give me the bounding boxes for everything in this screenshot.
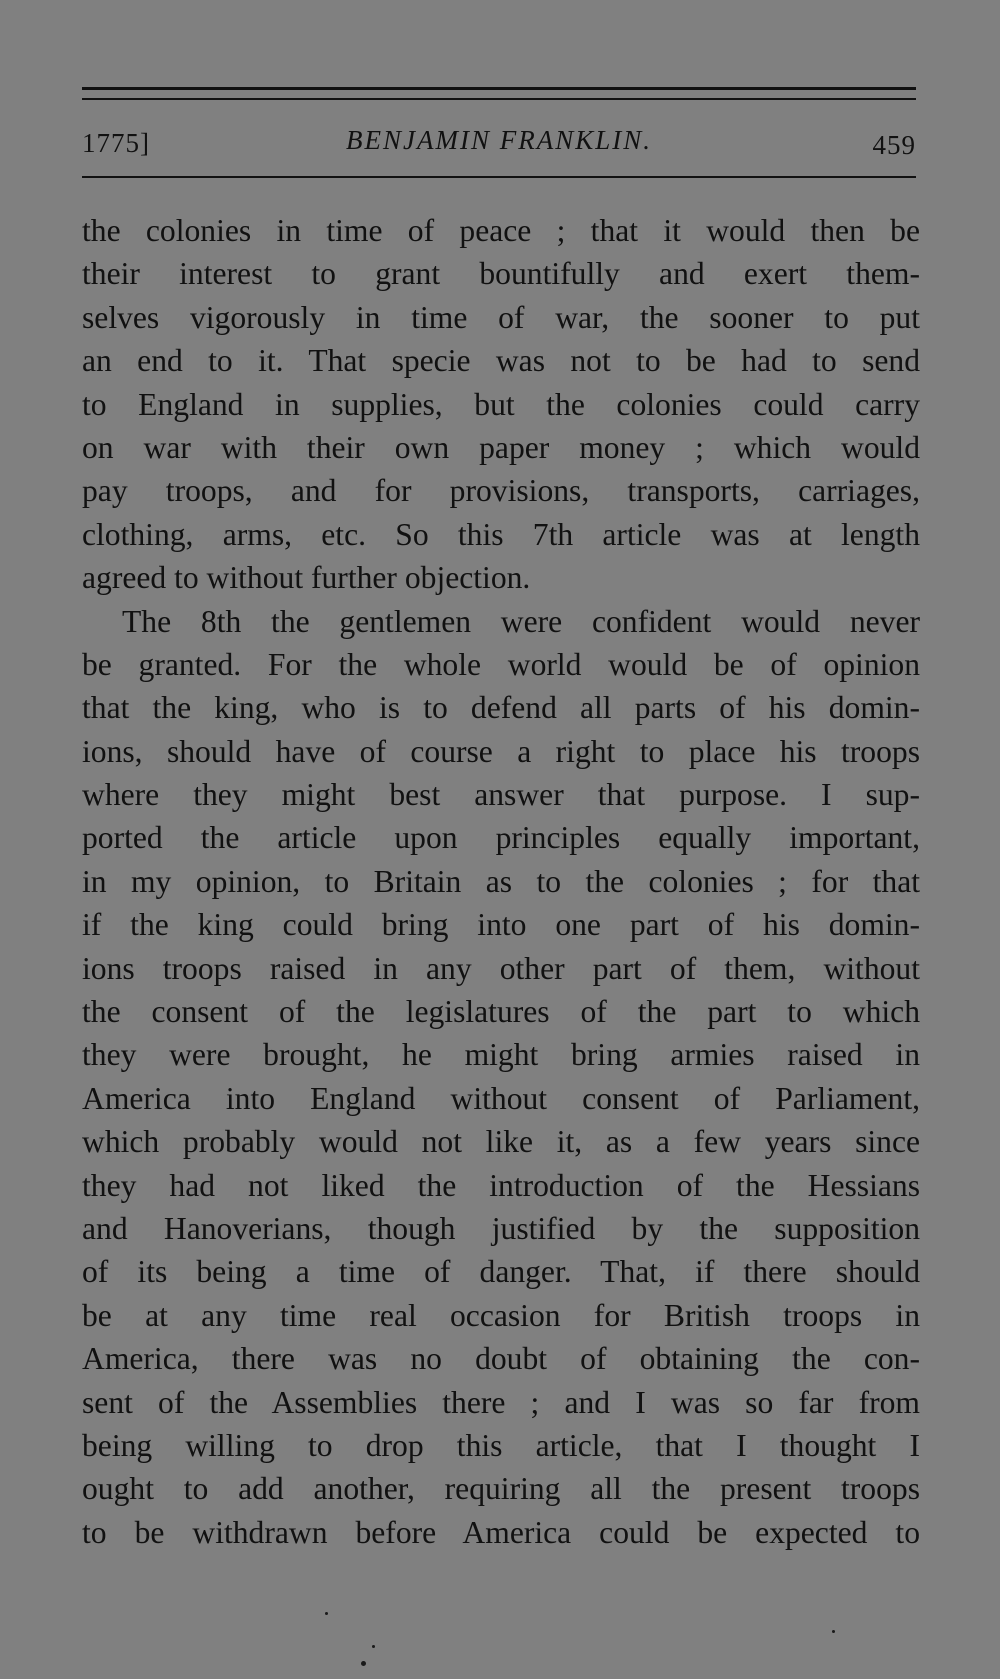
- text-line: and Hanoverians, though justified by the supposition: [82, 1210, 920, 1246]
- text-line: in my opinion, to Britain as to the colonies ; for that: [82, 863, 920, 899]
- text-line: be granted. For the whole world would be of opinion: [82, 646, 920, 682]
- text-line: being willing to drop this article, that I thought I: [82, 1427, 920, 1463]
- running-head-year: 1775]: [82, 128, 150, 158]
- text-line: to be withdrawn before America could be expected to: [82, 1514, 920, 1550]
- text-line: that the king, who is to defend all parts of his domin-: [82, 690, 920, 726]
- text-line: ported the article upon principles equally important,: [82, 820, 920, 856]
- text-line: they were brought, he might bring armies raised in: [82, 1037, 920, 1073]
- body-text: [82, 209, 920, 1554]
- text-line: to England in supplies, but the colonies could carry: [82, 386, 920, 422]
- page-number: 459: [872, 130, 916, 160]
- running-head-title: BENJAMIN FRANKLIN.: [346, 125, 652, 155]
- text-line: which probably would not like it, as a few years since: [82, 1124, 920, 1160]
- text-line: an end to it. That specie was not to be had to send: [82, 343, 920, 379]
- text-line: clothing, arms, etc. So this 7th article was at length: [82, 516, 920, 552]
- paragraph: [82, 600, 920, 1555]
- scan-speck: [372, 1645, 375, 1648]
- text-line: selves vigorously in time of war, the sooner to put: [82, 299, 920, 335]
- text-line: where they might best answer that purpose. I sup-: [82, 777, 920, 813]
- text-line: of its being a time of danger. That, if there should: [82, 1254, 920, 1290]
- text-line: sent of the Assemblies there ; and I was so far from: [82, 1384, 920, 1420]
- text-line: the colonies in time of peace ; that it would then be: [82, 213, 920, 248]
- scan-speck: [361, 1661, 366, 1666]
- top-rule: [82, 87, 916, 90]
- text-line: be at any time real occasion for British troops in: [82, 1297, 920, 1333]
- header-rule: [82, 176, 916, 178]
- text-line: The 8th the gentlemen were confident would never: [122, 603, 920, 639]
- text-line: on war with their own paper money ; which would: [82, 429, 920, 465]
- text-line: agreed to without further objection.: [82, 560, 531, 596]
- scan-speck: [325, 1612, 328, 1615]
- text-line: America into England without consent of Parliament,: [82, 1080, 920, 1116]
- text-line: they had not liked the introduction of the Hessians: [82, 1167, 920, 1203]
- text-line: their interest to grant bountifully and exert them-: [82, 256, 920, 292]
- text-line: America, there was no doubt of obtaining the con-: [82, 1341, 920, 1377]
- text-line: the consent of the legislatures of the part to which: [82, 994, 920, 1030]
- scan-speck: [832, 1630, 835, 1633]
- text-line: ought to add another, requiring all the present troops: [82, 1471, 920, 1507]
- paragraph: [82, 209, 920, 600]
- top-rule-thin: [82, 98, 916, 100]
- text-line: if the king could bring into one part of his domin-: [82, 907, 920, 943]
- text-line: ions, should have of course a right to place his troops: [82, 733, 920, 769]
- text-line: pay troops, and for provisions, transports, carriages,: [82, 473, 920, 509]
- running-head: [82, 120, 916, 164]
- text-line: ions troops raised in any other part of them, without: [82, 950, 920, 986]
